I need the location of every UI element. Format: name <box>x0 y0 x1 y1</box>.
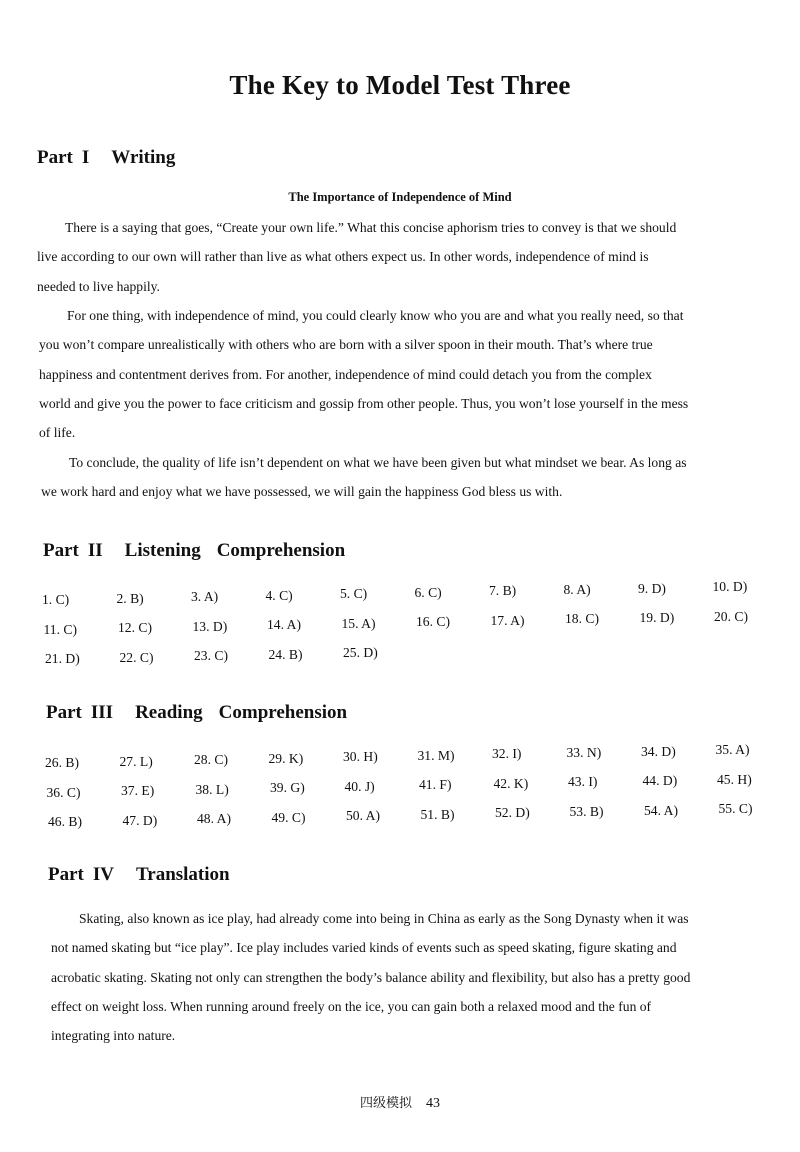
answer-item: 35. A) <box>715 742 750 758</box>
answer-item: 47. D) <box>122 812 158 828</box>
answer-item: 33. N) <box>566 744 602 760</box>
answer-item: 52. D) <box>495 805 530 821</box>
answer-item: 18. C) <box>565 611 599 627</box>
part-name: Reading <box>135 702 203 723</box>
part-name: Comprehension <box>216 540 346 561</box>
answer-item: 11. C) <box>43 621 77 637</box>
part-label: Part <box>37 147 73 168</box>
essay-paragraph-1 <box>37 213 757 301</box>
answer-item: 6. C) <box>414 584 442 600</box>
answer-item: 25. D) <box>343 645 378 661</box>
translation-paragraph <box>51 904 767 1050</box>
answer-item: 37. E) <box>121 783 155 799</box>
answer-item: 50. A) <box>346 808 380 824</box>
part-4-heading <box>48 864 230 886</box>
answer-item: 36. C) <box>46 784 81 800</box>
footer-label: 四级模拟 <box>359 1096 412 1111</box>
part-label: Part <box>46 702 82 723</box>
answer-item: 34. D) <box>641 743 676 759</box>
answer-item: 32. I) <box>492 746 522 762</box>
page-number: 43 <box>426 1096 440 1111</box>
answer-item: 43. I) <box>568 774 598 790</box>
part-name: Writing <box>111 147 176 168</box>
answer-item: 31. M) <box>417 747 455 763</box>
part-name: Comprehension <box>218 702 348 723</box>
part-1-heading <box>37 147 175 169</box>
answer-item: 46. B) <box>48 814 82 829</box>
essay-paragraph-2 <box>39 301 759 447</box>
answer-item: 8. A) <box>563 581 591 597</box>
answer-item: 44. D) <box>642 773 678 789</box>
text-line: you won’t compare unrealistically with others who are born with a silver spoon in their mouth. That’s where true <box>39 337 653 353</box>
text-line: happiness and contentment derives from. For another, independence of mind could detach you from the complex <box>39 366 652 382</box>
answer-item: 23. C) <box>194 648 228 664</box>
answer-item: 21. D) <box>45 651 80 666</box>
answer-item: 12. C) <box>118 620 152 636</box>
answer-item: 2. B) <box>116 590 144 606</box>
part-label: Part <box>48 864 84 885</box>
answer-item: 29. K) <box>268 750 304 766</box>
essay-title: The Importance of Independence of Mind <box>288 190 512 204</box>
answer-item: 53. B) <box>569 803 604 819</box>
part-2-heading <box>43 540 345 562</box>
answer-item: 22. C) <box>119 649 154 665</box>
text-line: effect on weight loss. When running around freely on the ice, you can gain both a relaxed mood and the fun of <box>51 998 652 1014</box>
answer-item: 24. B) <box>268 646 303 662</box>
text-line: of life. <box>39 425 76 441</box>
answer-item: 28. C) <box>194 752 228 768</box>
answer-item: 4. C) <box>265 587 293 603</box>
answer-item: 27. L) <box>119 753 153 769</box>
text-line: we work hard and enjoy what we have possessed, we will gain the happiness God bless us with. <box>41 484 563 500</box>
answer-item: 51. B) <box>420 806 455 822</box>
answer-item: 9. D) <box>638 580 666 596</box>
text-line: There is a saying that goes, “Create your own life.” What this concise aphorism tries to convey is that we should <box>65 220 677 235</box>
part-name: Listening <box>124 540 201 561</box>
answer-item: 38. L) <box>195 781 229 797</box>
text-line: integrating into nature. <box>51 1028 176 1044</box>
answer-item: 42. K) <box>493 775 529 791</box>
text-line: To conclude, the quality of life isn’t dependent on what we have been given but what mindset we bear. As long as <box>69 455 687 470</box>
answer-item: 26. B) <box>45 755 79 770</box>
answer-item: 15. A) <box>341 615 376 631</box>
answer-item: 45. H) <box>717 771 752 787</box>
part-name: Translation <box>136 864 230 885</box>
answer-item: 49. C) <box>271 809 306 825</box>
answer-item: 7. B) <box>489 583 517 599</box>
text-line: needed to live happily. <box>37 278 160 294</box>
answer-item: 41. F) <box>419 777 452 793</box>
answer-item: 48. A) <box>197 811 231 827</box>
answer-item: 14. A) <box>267 617 301 633</box>
answer-item: 54. A) <box>644 802 678 818</box>
essay-paragraph-3 <box>41 448 761 507</box>
part-number: II <box>87 540 103 561</box>
part-label: Part <box>43 540 79 561</box>
part-number: III <box>90 702 114 723</box>
page-title: The Key to Model Test Three <box>229 70 571 100</box>
answer-item: 55. C) <box>718 801 753 817</box>
answer-item: 20. C) <box>714 608 748 624</box>
answer-item: 30. H) <box>343 749 378 765</box>
text-line: acrobatic skating. Skating not only can strengthen the body’s balance ability and flexibility, but also has a pretty good <box>51 969 691 985</box>
text-line: not named skating but “ice play”. Ice play includes varied kinds of events such as speed skating, figure skating and <box>51 940 677 956</box>
answer-item: 40. J) <box>344 778 375 794</box>
answer-item: 3. A) <box>191 589 219 605</box>
answer-item: 16. C) <box>416 614 450 630</box>
answer-item: 17. A) <box>490 612 525 628</box>
text-line: For one thing, with independence of mind, you could clearly know who you are and what you really need, so that <box>67 308 684 323</box>
text-line: Skating, also known as ice play, had already come into being in China as early as the Song Dynasty when it was <box>79 911 689 926</box>
answer-item: 19. D) <box>639 610 675 626</box>
text-line: world and give you the power to face criticism and gossip from other people. Thus, you won’t lose yourself in the mess <box>39 395 689 411</box>
text-line: live according to our own will rather than live as what others expect us. In other words, independence of mind is <box>37 249 649 265</box>
answer-item: 5. C) <box>340 586 368 602</box>
page-footer <box>0 1092 800 1112</box>
part-number: IV <box>92 864 114 885</box>
answer-item: 13. D) <box>192 618 228 634</box>
answer-item: 39. G) <box>270 780 305 796</box>
answer-item: 10. D) <box>712 579 748 595</box>
part-3-heading <box>46 702 347 724</box>
answer-item: 1. C) <box>42 592 70 607</box>
part-number: I <box>81 147 90 168</box>
